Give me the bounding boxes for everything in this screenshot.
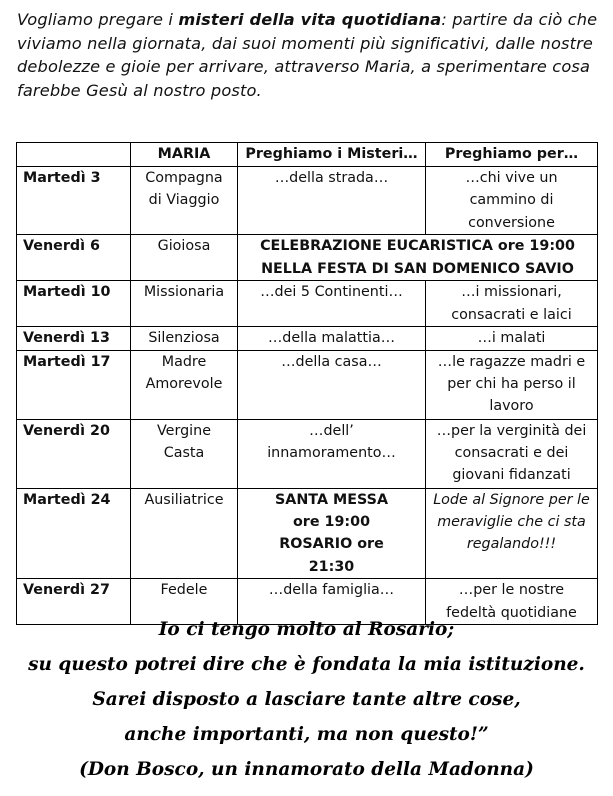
table-row <box>17 488 598 579</box>
quote-line: su questo potrei dire che è fondata la mia istituzione. <box>28 654 585 675</box>
row-merged-event: CELEBRAZIONE EUCARISTICA ore 19:00 NELLA FESTA DI SAN DOMENICO SAVIO <box>238 235 598 281</box>
table-row <box>17 281 598 327</box>
row-per: …chi vive un cammino di conversione <box>426 167 598 235</box>
don-bosco-quote <box>0 612 613 787</box>
row-day: Martedì 24 <box>17 488 131 579</box>
header-preghiamo-per: Preghiamo per… <box>426 143 598 167</box>
table-row <box>17 419 598 488</box>
row-maria: Madre Amorevole <box>131 350 238 419</box>
row-day: Venerdì 6 <box>17 235 131 281</box>
header-misteri: Preghiamo i Misteri… <box>238 143 426 167</box>
row-day: Venerdì 20 <box>17 419 131 488</box>
row-maria: Gioiosa <box>131 235 238 281</box>
row-per: …i missionari, consacrati e laici <box>426 281 598 327</box>
row-maria: Compagna di Viaggio <box>131 167 238 235</box>
row-day: Martedì 17 <box>17 350 131 419</box>
row-per: Lode al Signore per le meraviglie che ci sta regalando!!! <box>426 488 598 579</box>
intro-paragraph <box>17 8 607 102</box>
row-maria: Fedele <box>131 579 238 625</box>
table-row <box>17 350 598 419</box>
row-maria: Vergine Casta <box>131 419 238 488</box>
rosary-calendar-table <box>16 142 598 625</box>
row-mistero: …dei 5 Continenti… <box>238 281 426 327</box>
intro-text-part1: Vogliamo pregare i <box>17 10 179 29</box>
row-per: …per le nostre fedeltà quotidiane <box>426 579 598 625</box>
row-maria: Missionaria <box>131 281 238 327</box>
quote-attribution: (Don Bosco, un innamorato della Madonna) <box>79 759 534 780</box>
table-row <box>17 167 598 235</box>
table-row <box>17 327 598 350</box>
row-maria: Silenziosa <box>131 327 238 350</box>
header-maria: MARIA <box>131 143 238 167</box>
intro-bold-text: misteri della vita quotidiana <box>178 10 442 29</box>
row-mistero: …dell’ innamoramento… <box>238 419 426 488</box>
row-mistero: …della famiglia… <box>238 579 426 625</box>
row-day: Martedì 10 <box>17 281 131 327</box>
quote-line: anche importanti, ma non questo!” <box>124 724 489 745</box>
table-header-row <box>17 143 598 167</box>
row-mistero: …della casa… <box>238 350 426 419</box>
table-row <box>17 235 598 281</box>
row-mistero: …della malattia… <box>238 327 426 350</box>
quote-line: Io ci tengo molto al Rosario; <box>158 619 455 640</box>
row-day: Venerdì 13 <box>17 327 131 350</box>
header-day <box>17 143 131 167</box>
intro-text-part2: : partire da ciò che viviamo nella giornata, dai suoi momenti più significativi, dalle nostre debolezze e gioie per arrivare, attraverso Maria, a sperimentare cosa farebbe Gesù al nostro posto. <box>17 10 598 100</box>
row-day: Venerdì 27 <box>17 579 131 625</box>
row-per: …i malati <box>426 327 598 350</box>
row-mistero-event: SANTA MESSA ore 19:00 ROSARIO ore 21:30 <box>238 488 426 579</box>
row-per: …per la verginità dei consacrati e dei giovani fidanzati <box>426 419 598 488</box>
row-maria: Ausiliatrice <box>131 488 238 579</box>
quote-line: Sarei disposto a lasciare tante altre cose, <box>92 689 521 710</box>
row-mistero: …della strada… <box>238 167 426 235</box>
row-day: Martedì 3 <box>17 167 131 235</box>
row-per: …le ragazze madri e per chi ha perso il lavoro <box>426 350 598 419</box>
